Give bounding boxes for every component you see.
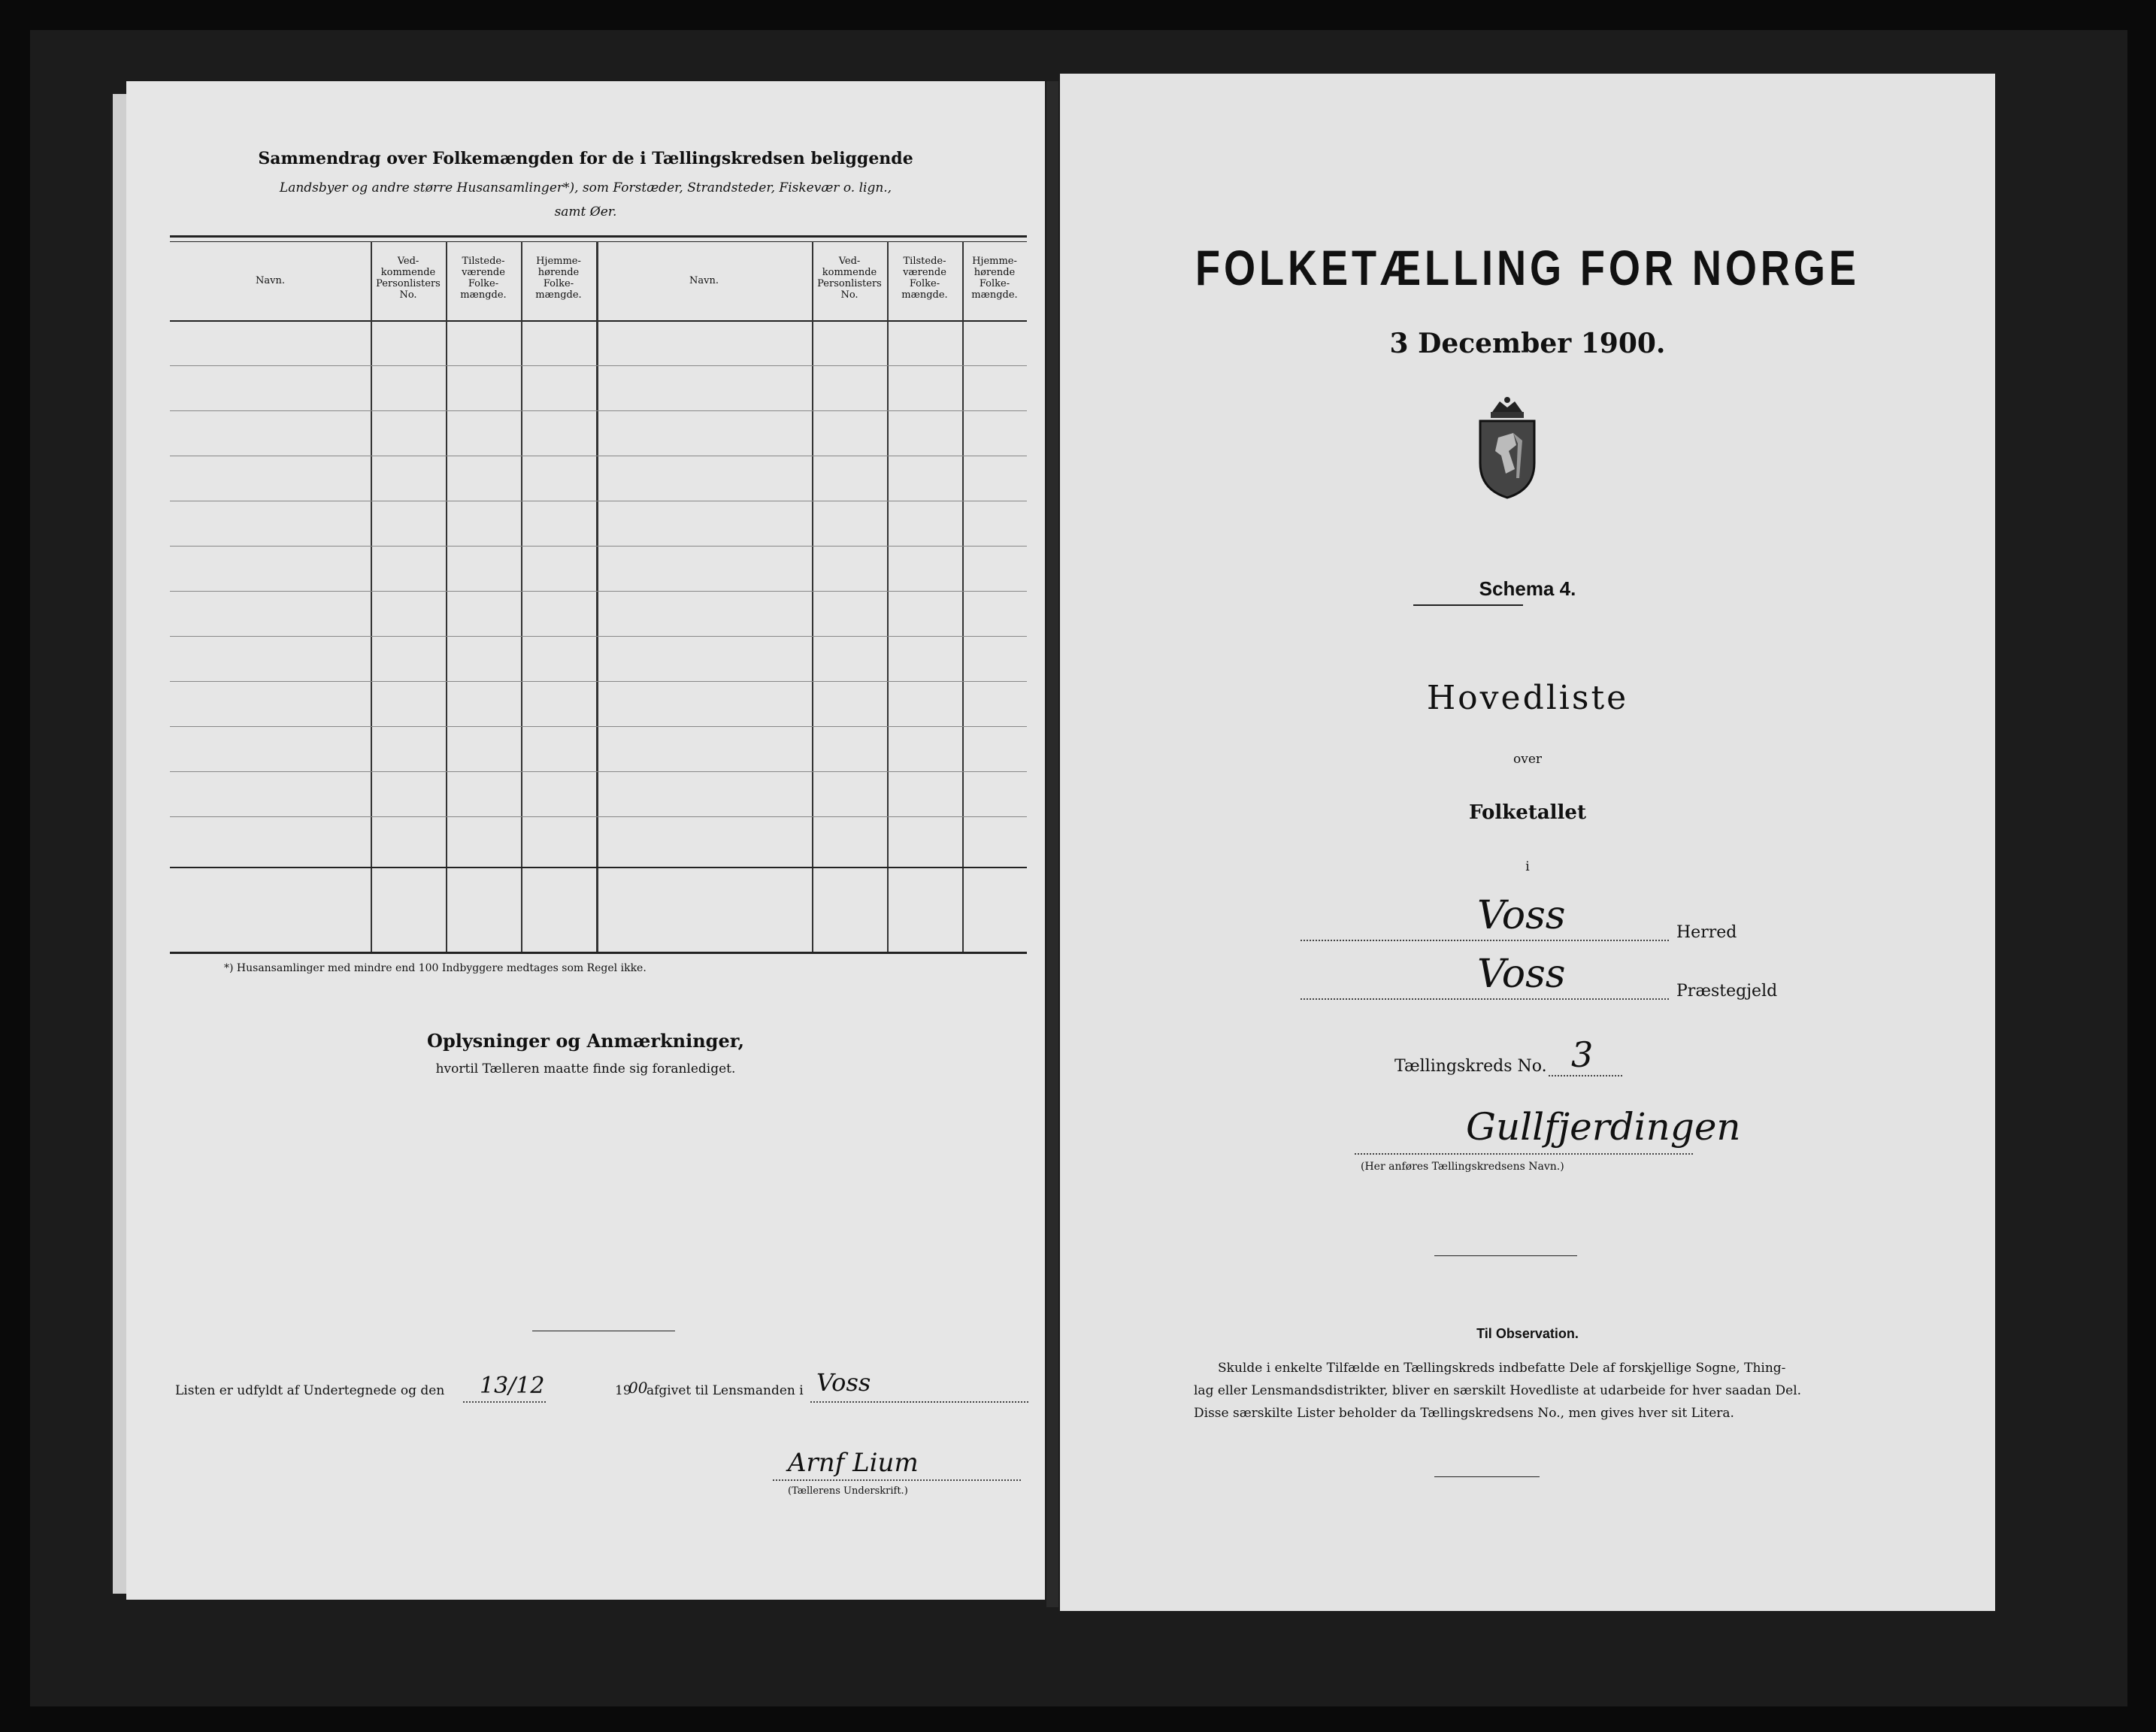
schema-label: Schema 4. <box>1479 577 1576 600</box>
remarks-title: Oplysninger og Anmærkninger, <box>427 1030 744 1052</box>
kreds-name-caption: (Her anføres Tællingskredsens Navn.) <box>1361 1161 1564 1173</box>
prestegjeld-label: Præstegjeld <box>1676 982 1778 1001</box>
table-row-line <box>170 816 1027 817</box>
sign-line-text: Listen er udfyldt af Undertegnede og den <box>175 1383 445 1398</box>
summary-subtitle-2: samt Øer. <box>554 204 617 220</box>
table-row-line <box>170 410 1027 411</box>
book-spine <box>1046 81 1058 1607</box>
signature-caption: (Tællerens Underskrift.) <box>788 1485 908 1497</box>
table-row-line <box>170 591 1027 592</box>
right-page <box>1060 74 1995 1611</box>
kreds-name: Gullfjerdingen <box>1466 1105 1741 1149</box>
col-header-vedkommende-2: Ved- kommende Personlisters No. <box>817 256 882 301</box>
herred-value: Voss <box>1477 893 1566 938</box>
col-header-navn: Navn. <box>256 275 285 286</box>
herred-label: Herred <box>1676 923 1737 942</box>
sign-year-prefix: 19 <box>615 1383 631 1398</box>
col-header-hjemme-2: Hjemme- hørende Folke- mængde. <box>971 256 1018 301</box>
summary-title: Sammendrag over Folkemængden for de i Tællingskredsen beliggende <box>258 149 913 168</box>
hovedliste-title: Hovedliste <box>1426 679 1629 717</box>
norway-coat-of-arms-icon <box>1470 395 1545 501</box>
table-row-line <box>170 681 1027 682</box>
col-header-tilstede-2: Tilstede- værende Folke- mængde. <box>901 256 948 301</box>
table-row-line <box>170 546 1027 547</box>
i-label: i <box>1525 859 1530 874</box>
sign-date: 13/12 <box>480 1373 545 1399</box>
sign-year-handwritten: 00 <box>628 1379 648 1397</box>
sign-line-text-2: afgivet til Lensmanden i <box>646 1383 804 1398</box>
col-header-navn-2: Navn. <box>689 275 719 286</box>
col-header-vedkommende: Ved- kommende Personlisters No. <box>376 256 441 301</box>
col-header-hjemme: Hjemme- hørende Folke- mængde. <box>535 256 582 301</box>
table-row-line <box>170 771 1027 772</box>
over-label: over <box>1513 752 1543 767</box>
kreds-label: Tællingskreds No. <box>1394 1057 1547 1076</box>
footnote: *) Husansamlinger med mindre end 100 Indbyggere medtages som Regel ikke. <box>224 962 646 974</box>
observation-line-3: Disse særskilte Lister beholder da Tællingskredsens No., men gives hver sit Litera. <box>1194 1406 1734 1421</box>
census-date: 3 December 1900. <box>1389 328 1666 359</box>
summary-subtitle: Landsbyer og andre større Husansamlinger*), som Forstæder, Strandsteder, Fiskevær o. lign., <box>279 180 892 195</box>
main-title: FOLKETÆLLING FOR NORGE <box>1195 240 1860 295</box>
observation-title: Til Observation. <box>1476 1326 1579 1341</box>
remarks-subtitle: hvortil Tælleren maatte finde sig foranlediget. <box>435 1061 736 1076</box>
signature: Arnf Lium <box>788 1448 919 1478</box>
table-row-line <box>170 365 1027 366</box>
left-page <box>126 81 1045 1600</box>
sign-place: Voss <box>816 1368 871 1397</box>
prestegjeld-value: Voss <box>1477 952 1566 997</box>
col-header-tilstede: Tilstede- værende Folke- mængde. <box>460 256 507 301</box>
observation-line-1: Skulde i enkelte Tilfælde en Tællingskreds indbefatte Dele af forskjellige Sogne, Thing- <box>1218 1361 1786 1376</box>
table-row-line <box>170 726 1027 727</box>
kreds-number: 3 <box>1571 1034 1594 1075</box>
folketallet-label: Folketallet <box>1469 801 1586 824</box>
table-row-line <box>170 636 1027 637</box>
observation-line-2: lag eller Lensmandsdistrikter, bliver en særskilt Hovedliste at udarbeide for hver saadan Del. <box>1194 1383 1802 1398</box>
